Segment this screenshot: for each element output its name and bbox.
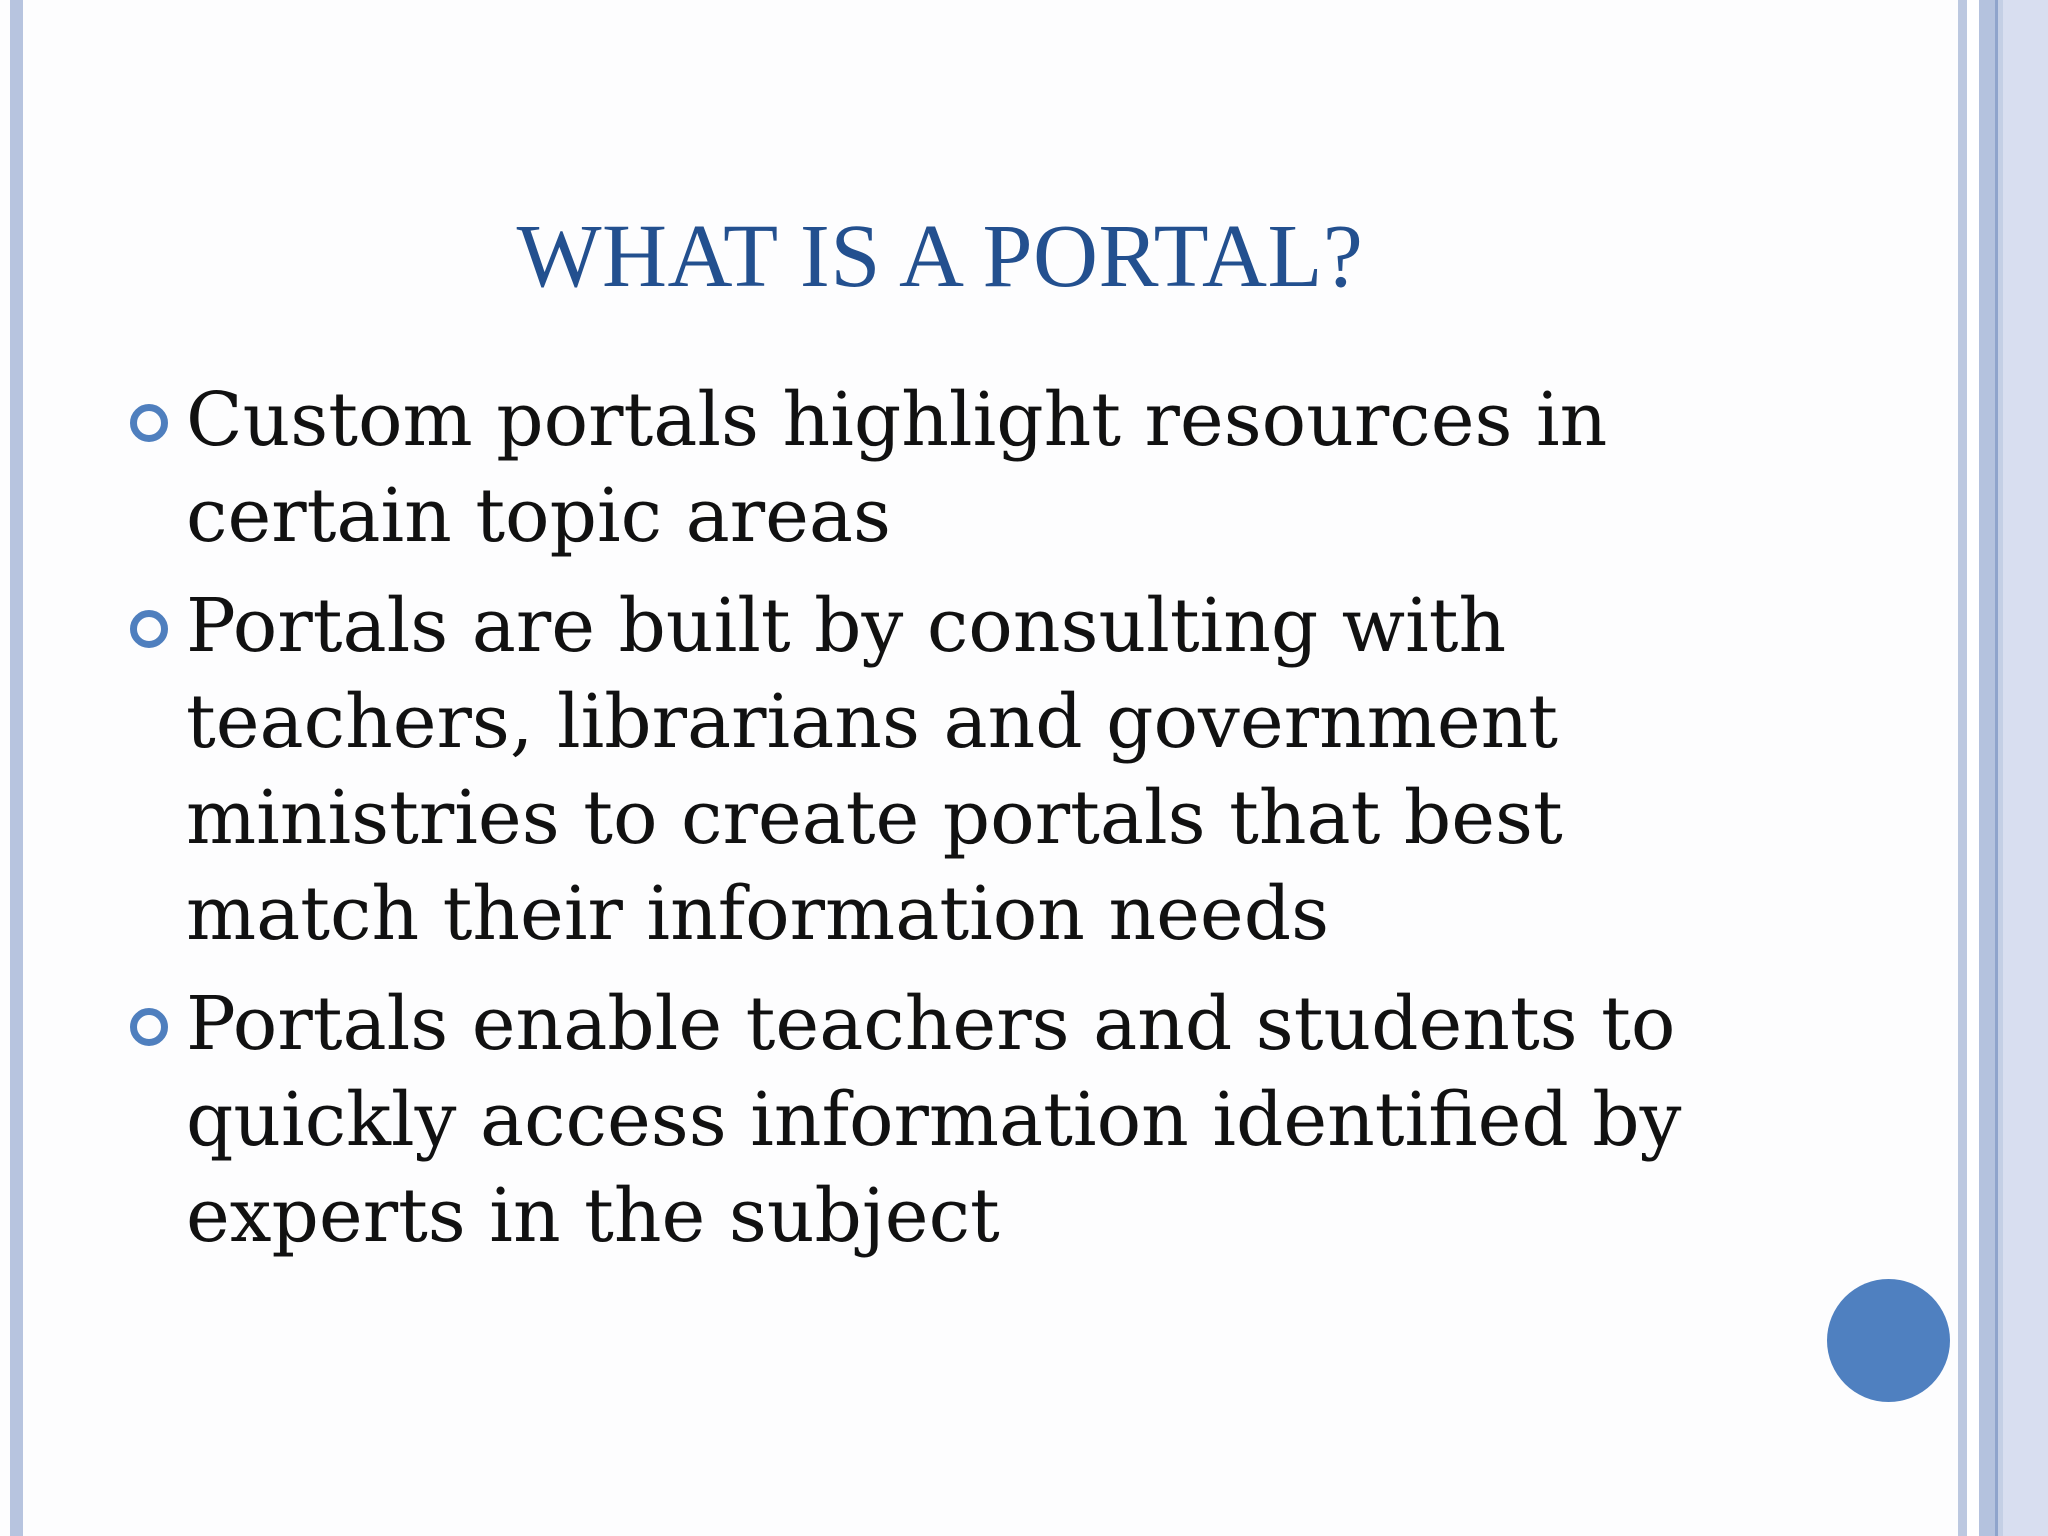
bullet-text: Custom portals highlight resources in certain topic areas xyxy=(186,377,1608,559)
bullet-list xyxy=(130,372,1730,1278)
bullet-item xyxy=(130,976,1730,1264)
ring-bullet-icon xyxy=(130,610,168,648)
bullet-item xyxy=(130,372,1730,564)
left-border-strip xyxy=(10,0,23,1536)
bullet-text: Portals are built by consulting with teachers, librarians and government ministries to create portals that best match their information needs xyxy=(186,583,1563,957)
right-border-stripe xyxy=(1958,0,1967,1536)
bullet-text: Portals enable teachers and students to quickly access information identified by experts in the subject xyxy=(186,981,1682,1259)
ring-bullet-icon xyxy=(130,1008,168,1046)
slide-title: WHAT IS A PORTAL? xyxy=(516,207,1364,306)
decorative-circle xyxy=(1827,1279,1950,1402)
right-border-stripe xyxy=(1979,0,1995,1536)
right-border-gap xyxy=(1967,0,1979,1536)
ring-bullet-icon xyxy=(130,404,168,442)
right-border-panel xyxy=(2003,0,2048,1536)
bullet-item xyxy=(130,578,1730,962)
